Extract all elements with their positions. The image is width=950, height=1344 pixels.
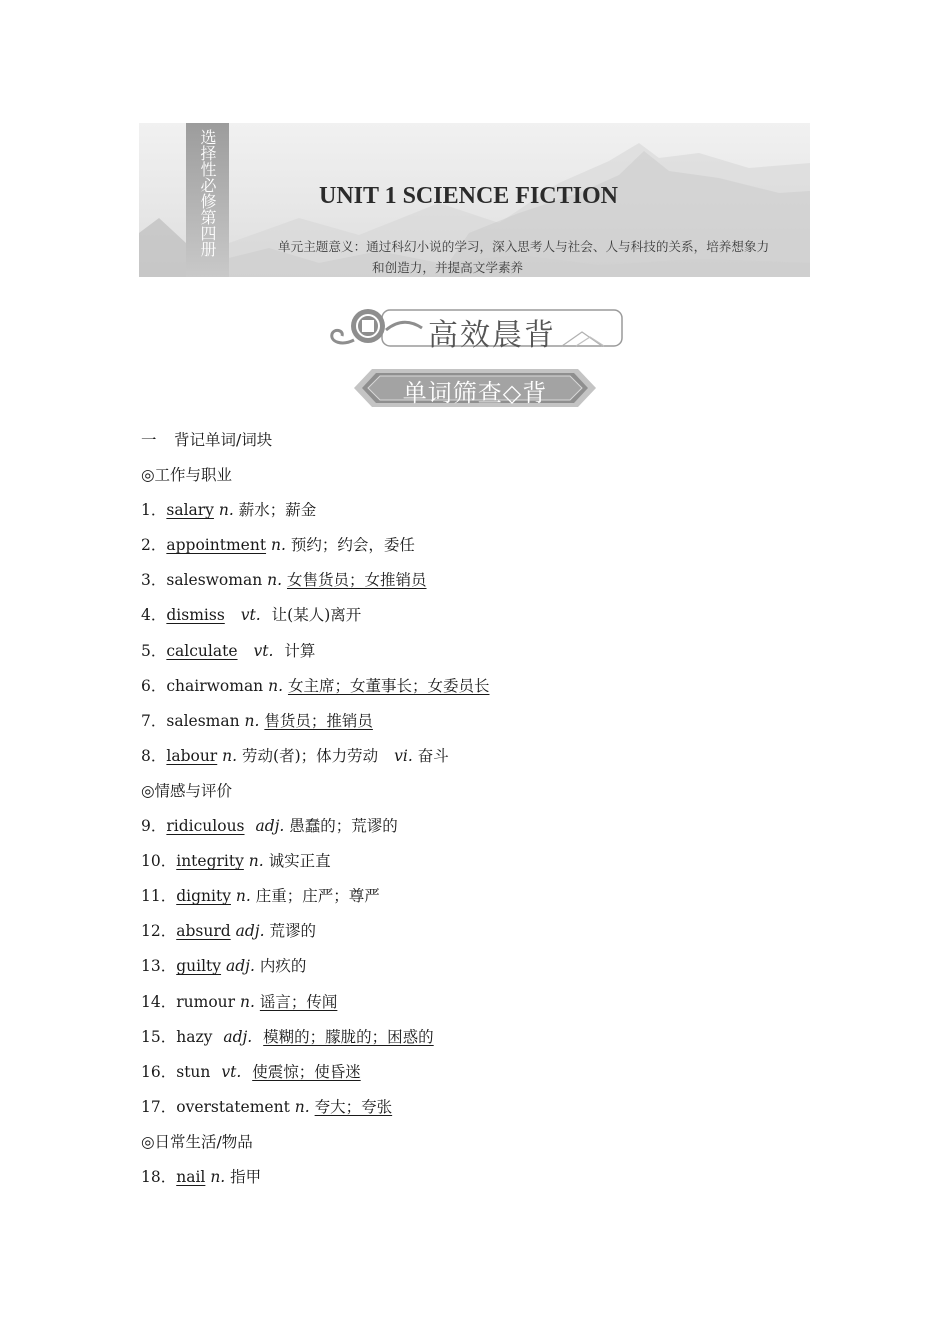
vocab-meaning: 让(某人)离开 — [271, 606, 362, 625]
banner-side-tab — [186, 123, 229, 277]
vocab-item: 6．chairwoman n. 女主席；女董事长；女委员长 — [141, 676, 490, 695]
vocab-meaning: 荒谬的 — [269, 922, 316, 941]
vocab-meaning: 售货员；推销员 — [264, 711, 373, 730]
part-of-speech: adj. — [223, 1027, 253, 1046]
vocab-meaning: 模糊的；朦胧的；困惑的 — [263, 1027, 434, 1046]
vocab-word: chairwoman — [166, 676, 264, 695]
vocab-meaning: 愚蠢的；荒谬的 — [289, 817, 398, 836]
vocab-word: appointment — [166, 536, 267, 555]
vocab-item: 11．dignity n. 庄重；庄严；尊严 — [141, 887, 380, 906]
vocab-meaning: 谣言；传闻 — [259, 992, 338, 1011]
vocab-word: stun — [176, 1062, 211, 1081]
category-label: ◎情感与评价 — [141, 781, 233, 800]
vocab-word: labour — [166, 746, 218, 765]
volume-label: 选择性必修第四册 — [198, 129, 217, 257]
vocab-item: 4．dismiss vt. 让(某人)离开 — [141, 606, 362, 625]
vocab-item: 1．salary n. 薪水；薪金 — [141, 501, 317, 520]
sub-header-text: 单词筛查◇背 — [402, 379, 548, 407]
part-of-speech: vt. — [221, 1062, 242, 1081]
vocab-word: ridiculous — [166, 817, 245, 836]
vocab-word: absurd — [176, 922, 231, 941]
category-label: ◎工作与职业 — [141, 466, 233, 485]
vocabulary-list — [141, 423, 841, 1195]
vocab-item: 9．ridiculous adj. 愚蠢的；荒谬的 — [141, 817, 398, 836]
vocab-meaning: 预约；约会，委任 — [290, 536, 415, 555]
vocab-meaning: 计算 — [284, 641, 316, 660]
vocab-word: guilty — [176, 957, 222, 976]
part-title: 背记单词/词块 — [174, 431, 273, 449]
vocab-meaning: 薪水；薪金 — [238, 501, 317, 520]
vocab-item: 3．saleswoman n. 女售货员；女推销员 — [141, 571, 427, 590]
vocab-word: salesman — [166, 711, 240, 730]
part-of-speech: vt. — [240, 606, 261, 625]
vocab-item: 14．rumour n. 谣言；传闻 — [141, 992, 338, 1011]
part-of-speech-2: vi. — [394, 746, 413, 765]
vocab-meaning-2: 奋斗 — [417, 746, 449, 765]
part-heading — [141, 423, 841, 458]
vocab-word: nail — [176, 1167, 206, 1186]
part-of-speech: n. — [240, 992, 255, 1011]
part-of-speech: n. — [248, 852, 264, 871]
vocab-meaning: 夸大；夸张 — [314, 1097, 393, 1116]
vocab-word: overstatement — [176, 1097, 290, 1116]
theme-line-2: 和创造力，并提高文学素养 — [372, 260, 524, 275]
sub-header — [354, 365, 596, 411]
vocab-item: 7．salesman n. 售货员；推销员 — [141, 711, 373, 730]
part-of-speech: n. — [218, 501, 234, 520]
vocab-item: 17．overstatement n. 夸大；夸张 — [141, 1097, 393, 1116]
vocab-item: 13．guilty adj. 内疚的 — [141, 957, 307, 976]
vocab-item: 16．stun vt. 使震惊；使昏迷 — [141, 1062, 361, 1081]
vocab-meaning: 使震惊；使昏迷 — [252, 1062, 361, 1081]
vocab-word: hazy — [176, 1027, 213, 1046]
vocab-meaning: 女售货员；女推销员 — [286, 571, 427, 590]
part-of-speech: adj. — [255, 817, 285, 836]
part-of-speech: vt. — [253, 641, 274, 660]
part-of-speech: n. — [270, 536, 286, 555]
vocab-item: 12．absurd adj. 荒谬的 — [141, 922, 316, 941]
part-of-speech: adj. — [225, 957, 255, 976]
vocab-item: 15．hazy adj. 模糊的；朦胧的；困惑的 — [141, 1027, 434, 1046]
vocab-word: saleswoman — [166, 571, 263, 590]
theme-line-1: 单元主题意义：通过科幻小说的学习，深入思考人与社会、人与科技的关系，培养想象力 — [278, 239, 770, 254]
vocab-item: 2．appointment n. 预约；约会，委任 — [141, 536, 415, 555]
unit-theme-text — [278, 236, 806, 277]
part-of-speech: n. — [222, 746, 238, 765]
vocab-item: 5．calculate vt. 计算 — [141, 641, 316, 660]
section-header-text: 高效晨背 — [428, 318, 556, 353]
part-of-speech: n. — [244, 711, 260, 730]
vocab-word: dismiss — [166, 606, 225, 625]
vocab-word: integrity — [176, 852, 244, 871]
part-of-speech: n. — [210, 1167, 226, 1186]
category-label: ◎日常生活/物品 — [141, 1132, 253, 1151]
part-of-speech: adj. — [235, 922, 265, 941]
vocab-meaning: 指甲 — [230, 1167, 262, 1186]
vocab-item: 8．labour n. 劳动(者)；体力劳动 vi. 奋斗 — [141, 746, 449, 765]
vocab-word: rumour — [176, 992, 236, 1011]
part-of-speech: n. — [267, 571, 283, 590]
vocab-word: dignity — [176, 887, 231, 906]
unit-title: UNIT 1 SCIENCE FICTION — [319, 183, 618, 209]
part-of-speech: n. — [294, 1097, 310, 1116]
vocab-meaning: 劳动(者)；体力劳动 — [242, 746, 379, 765]
section-header — [324, 306, 626, 356]
vocab-item: 10．integrity n. 诚实正直 — [141, 852, 331, 871]
vocab-word: calculate — [166, 641, 238, 660]
vocab-item: 18．nail n. 指甲 — [141, 1167, 262, 1186]
unit-banner — [139, 123, 810, 277]
part-of-speech: n. — [235, 887, 251, 906]
vocab-meaning: 庄重；庄严；尊严 — [255, 887, 380, 906]
part-of-speech: n. — [268, 676, 284, 695]
vocab-meaning: 诚实正直 — [268, 852, 331, 871]
vocab-meaning: 内疚的 — [259, 957, 307, 976]
vocab-word: salary — [166, 501, 214, 520]
part-number: 一 — [141, 431, 157, 449]
vocab-meaning: 女主席；女董事长；女委员长 — [287, 676, 490, 695]
